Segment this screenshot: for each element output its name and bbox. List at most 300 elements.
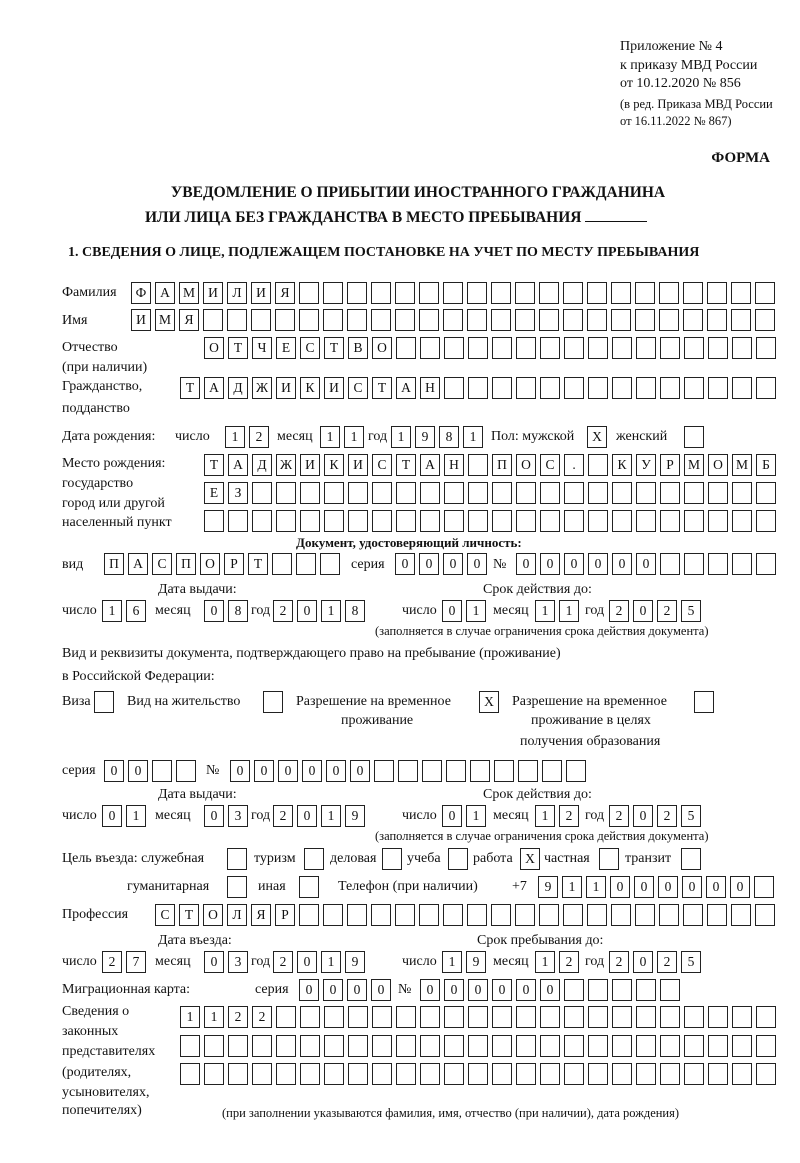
stay-issue-year-field[interactable] [273, 805, 365, 827]
char-box[interactable]: 1 [559, 600, 579, 622]
char-box[interactable] [588, 1006, 608, 1028]
char-box[interactable] [707, 282, 727, 304]
char-box[interactable] [612, 979, 632, 1001]
char-box[interactable] [684, 1035, 704, 1057]
char-box[interactable] [444, 482, 464, 504]
char-box[interactable] [611, 309, 631, 331]
char-box[interactable] [396, 1006, 416, 1028]
char-box[interactable] [419, 282, 439, 304]
char-box[interactable] [251, 309, 271, 331]
char-box[interactable] [444, 1063, 464, 1085]
char-box[interactable] [467, 282, 487, 304]
char-box[interactable]: И [203, 282, 223, 304]
char-box[interactable] [611, 904, 631, 926]
checkbox-cell[interactable] [227, 876, 247, 898]
char-box[interactable]: 0 [297, 600, 317, 622]
char-box[interactable]: У [636, 454, 656, 476]
char-box[interactable]: 0 [633, 951, 653, 973]
char-box[interactable] [540, 377, 560, 399]
char-box[interactable] [347, 904, 367, 926]
birth-year-field[interactable] [391, 426, 483, 448]
char-box[interactable] [420, 510, 440, 532]
char-box[interactable]: 1 [463, 426, 483, 448]
char-box[interactable] [228, 510, 248, 532]
char-box[interactable]: Л [227, 282, 247, 304]
char-box[interactable] [564, 1063, 584, 1085]
id-issue-month-field[interactable] [204, 600, 248, 622]
char-box[interactable] [420, 1035, 440, 1057]
char-box[interactable] [754, 876, 774, 898]
purpose-official-checkbox[interactable] [227, 848, 247, 870]
char-box[interactable]: 0 [516, 553, 536, 575]
id-valid-year-field[interactable] [609, 600, 701, 622]
edu-permit-checkbox[interactable] [694, 691, 714, 713]
char-box[interactable] [635, 904, 655, 926]
char-box[interactable] [300, 1035, 320, 1057]
char-box[interactable]: Ж [252, 377, 272, 399]
purpose-tourism-checkbox[interactable] [304, 848, 324, 870]
char-box[interactable] [252, 482, 272, 504]
char-box[interactable] [564, 377, 584, 399]
char-box[interactable] [395, 309, 415, 331]
birthplace-field-line3[interactable] [204, 510, 776, 532]
id-number-field[interactable] [516, 553, 776, 575]
char-box[interactable]: 2 [273, 951, 293, 973]
char-box[interactable] [443, 309, 463, 331]
char-box[interactable] [396, 482, 416, 504]
char-box[interactable]: 0 [204, 805, 224, 827]
char-box[interactable]: 1 [321, 805, 341, 827]
char-box[interactable]: 6 [126, 600, 146, 622]
char-box[interactable]: 2 [657, 805, 677, 827]
char-box[interactable]: 2 [559, 951, 579, 973]
char-box[interactable] [444, 1035, 464, 1057]
char-box[interactable]: 0 [633, 600, 653, 622]
char-box[interactable]: 1 [391, 426, 411, 448]
char-box[interactable]: 0 [419, 553, 439, 575]
char-box[interactable] [564, 482, 584, 504]
char-box[interactable] [276, 1035, 296, 1057]
char-box[interactable] [660, 337, 680, 359]
char-box[interactable]: 0 [442, 805, 462, 827]
char-box[interactable] [516, 337, 536, 359]
char-box[interactable]: И [251, 282, 271, 304]
char-box[interactable] [516, 377, 536, 399]
reps-field-line1[interactable] [180, 1006, 776, 1028]
char-box[interactable]: А [420, 454, 440, 476]
char-box[interactable]: 0 [297, 951, 317, 973]
char-box[interactable] [516, 510, 536, 532]
char-box[interactable]: И [300, 454, 320, 476]
char-box[interactable] [204, 1063, 224, 1085]
char-box[interactable]: К [324, 454, 344, 476]
char-box[interactable]: Т [396, 454, 416, 476]
char-box[interactable]: 1 [321, 600, 341, 622]
char-box[interactable]: И [131, 309, 151, 331]
char-box[interactable] [612, 482, 632, 504]
checkbox-cell[interactable] [263, 691, 283, 713]
char-box[interactable]: 0 [658, 876, 678, 898]
char-box[interactable]: 0 [104, 760, 124, 782]
char-box[interactable] [708, 377, 728, 399]
char-box[interactable] [731, 282, 751, 304]
char-box[interactable] [588, 482, 608, 504]
char-box[interactable] [320, 553, 340, 575]
stay-series-field[interactable] [104, 760, 196, 782]
char-box[interactable] [612, 510, 632, 532]
char-box[interactable] [636, 510, 656, 532]
char-box[interactable]: О [204, 337, 224, 359]
checkbox-cell[interactable] [684, 426, 704, 448]
char-box[interactable] [708, 553, 728, 575]
name-field[interactable] [131, 309, 775, 331]
char-box[interactable] [443, 904, 463, 926]
char-box[interactable]: О [372, 337, 392, 359]
char-box[interactable]: Д [252, 454, 272, 476]
char-box[interactable]: С [152, 553, 172, 575]
char-box[interactable]: 1 [466, 600, 486, 622]
char-box[interactable] [636, 1063, 656, 1085]
char-box[interactable]: Ч [252, 337, 272, 359]
char-box[interactable] [542, 760, 562, 782]
char-box[interactable] [468, 1063, 488, 1085]
char-box[interactable]: 0 [492, 979, 512, 1001]
char-box[interactable] [492, 337, 512, 359]
char-box[interactable]: Ж [276, 454, 296, 476]
char-box[interactable]: Л [227, 904, 247, 926]
char-box[interactable] [420, 337, 440, 359]
char-box[interactable]: П [104, 553, 124, 575]
char-box[interactable]: К [300, 377, 320, 399]
char-box[interactable]: 3 [228, 805, 248, 827]
char-box[interactable] [467, 904, 487, 926]
char-box[interactable]: А [204, 377, 224, 399]
char-box[interactable]: 2 [609, 600, 629, 622]
char-box[interactable] [227, 309, 247, 331]
char-box[interactable]: В [348, 337, 368, 359]
male-checkbox[interactable] [587, 426, 607, 448]
char-box[interactable] [396, 1063, 416, 1085]
char-box[interactable] [660, 1006, 680, 1028]
char-box[interactable] [563, 282, 583, 304]
char-box[interactable]: Т [248, 553, 268, 575]
char-box[interactable] [684, 1006, 704, 1028]
char-box[interactable] [515, 904, 535, 926]
char-box[interactable]: 2 [228, 1006, 248, 1028]
char-box[interactable] [564, 510, 584, 532]
char-box[interactable] [180, 1035, 200, 1057]
char-box[interactable]: 0 [297, 805, 317, 827]
char-box[interactable] [323, 309, 343, 331]
entry-day-field[interactable] [102, 951, 146, 973]
char-box[interactable] [518, 760, 538, 782]
char-box[interactable] [588, 979, 608, 1001]
char-box[interactable] [588, 510, 608, 532]
char-box[interactable]: 0 [128, 760, 148, 782]
char-box[interactable]: А [396, 377, 416, 399]
char-box[interactable] [540, 510, 560, 532]
char-box[interactable] [588, 377, 608, 399]
char-box[interactable] [636, 979, 656, 1001]
char-box[interactable]: М [179, 282, 199, 304]
checkbox-cell[interactable] [382, 848, 402, 870]
char-box[interactable] [494, 760, 514, 782]
checkbox-cell[interactable]: X [520, 848, 540, 870]
char-box[interactable]: 9 [538, 876, 558, 898]
char-box[interactable]: 5 [681, 600, 701, 622]
char-box[interactable] [755, 904, 775, 926]
char-box[interactable] [419, 904, 439, 926]
purpose-other-checkbox[interactable] [299, 876, 319, 898]
char-box[interactable] [540, 1035, 560, 1057]
char-box[interactable]: С [372, 454, 392, 476]
char-box[interactable]: 2 [609, 951, 629, 973]
entry-month-field[interactable] [204, 951, 248, 973]
char-box[interactable] [252, 1035, 272, 1057]
char-box[interactable]: О [203, 904, 223, 926]
reps-field-line3[interactable] [180, 1063, 776, 1085]
char-box[interactable] [684, 553, 704, 575]
char-box[interactable] [756, 1063, 776, 1085]
char-box[interactable] [732, 1006, 752, 1028]
char-box[interactable] [203, 309, 223, 331]
char-box[interactable] [252, 1063, 272, 1085]
char-box[interactable]: Т [372, 377, 392, 399]
char-box[interactable] [756, 553, 776, 575]
char-box[interactable]: Д [228, 377, 248, 399]
char-box[interactable] [636, 337, 656, 359]
char-box[interactable]: О [516, 454, 536, 476]
char-box[interactable] [296, 553, 316, 575]
char-box[interactable] [659, 282, 679, 304]
checkbox-cell[interactable] [299, 876, 319, 898]
char-box[interactable] [468, 482, 488, 504]
checkbox-cell[interactable]: X [479, 691, 499, 713]
char-box[interactable] [636, 377, 656, 399]
char-box[interactable]: 0 [516, 979, 536, 1001]
char-box[interactable] [707, 904, 727, 926]
char-box[interactable] [708, 1006, 728, 1028]
char-box[interactable]: 2 [252, 1006, 272, 1028]
char-box[interactable] [468, 510, 488, 532]
char-box[interactable] [683, 904, 703, 926]
char-box[interactable] [395, 282, 415, 304]
char-box[interactable]: Т [180, 377, 200, 399]
char-box[interactable] [300, 1006, 320, 1028]
char-box[interactable]: 2 [609, 805, 629, 827]
char-box[interactable]: 0 [706, 876, 726, 898]
char-box[interactable] [348, 1006, 368, 1028]
char-box[interactable]: 5 [681, 805, 701, 827]
char-box[interactable] [396, 337, 416, 359]
char-box[interactable] [684, 482, 704, 504]
char-box[interactable] [443, 282, 463, 304]
char-box[interactable] [588, 454, 608, 476]
char-box[interactable]: 9 [415, 426, 435, 448]
char-box[interactable] [152, 760, 172, 782]
char-box[interactable] [491, 282, 511, 304]
char-box[interactable] [252, 510, 272, 532]
char-box[interactable]: 0 [564, 553, 584, 575]
char-box[interactable]: 0 [540, 979, 560, 1001]
char-box[interactable] [515, 282, 535, 304]
char-box[interactable] [588, 337, 608, 359]
char-box[interactable]: 0 [420, 979, 440, 1001]
char-box[interactable] [660, 510, 680, 532]
char-box[interactable]: 1 [102, 600, 122, 622]
char-box[interactable] [419, 309, 439, 331]
char-box[interactable] [660, 1035, 680, 1057]
char-box[interactable] [446, 760, 466, 782]
char-box[interactable] [324, 482, 344, 504]
stay-until-month-field[interactable] [535, 951, 579, 973]
char-box[interactable]: Е [204, 482, 224, 504]
char-box[interactable] [540, 482, 560, 504]
char-box[interactable] [398, 760, 418, 782]
char-box[interactable]: 1 [344, 426, 364, 448]
stay-until-day-field[interactable] [442, 951, 486, 973]
char-box[interactable]: О [708, 454, 728, 476]
residence-permit-checkbox[interactable] [263, 691, 283, 713]
char-box[interactable] [707, 309, 727, 331]
char-box[interactable] [468, 337, 488, 359]
char-box[interactable] [732, 337, 752, 359]
char-box[interactable] [732, 553, 752, 575]
char-box[interactable] [732, 510, 752, 532]
char-box[interactable] [612, 1035, 632, 1057]
char-box[interactable] [708, 337, 728, 359]
mc-series-field[interactable] [299, 979, 391, 1001]
visa-checkbox[interactable] [94, 691, 114, 713]
char-box[interactable]: С [300, 337, 320, 359]
purpose-private-checkbox[interactable] [599, 848, 619, 870]
checkbox-cell[interactable] [227, 848, 247, 870]
char-box[interactable] [755, 309, 775, 331]
char-box[interactable] [420, 482, 440, 504]
char-box[interactable] [444, 510, 464, 532]
char-box[interactable] [755, 282, 775, 304]
id-valid-month-field[interactable] [535, 600, 579, 622]
checkbox-cell[interactable] [681, 848, 701, 870]
char-box[interactable] [444, 337, 464, 359]
char-box[interactable]: 0 [254, 760, 274, 782]
char-box[interactable]: И [348, 454, 368, 476]
char-box[interactable]: Я [275, 282, 295, 304]
char-box[interactable] [444, 1006, 464, 1028]
char-box[interactable]: 2 [249, 426, 269, 448]
char-box[interactable] [372, 482, 392, 504]
citizenship-field[interactable] [180, 377, 776, 399]
char-box[interactable]: 0 [468, 979, 488, 1001]
phone-field[interactable] [538, 876, 774, 898]
char-box[interactable] [276, 482, 296, 504]
char-box[interactable]: 0 [633, 805, 653, 827]
char-box[interactable]: 0 [612, 553, 632, 575]
char-box[interactable]: А [128, 553, 148, 575]
char-box[interactable] [756, 1035, 776, 1057]
char-box[interactable] [708, 482, 728, 504]
char-box[interactable] [708, 510, 728, 532]
char-box[interactable] [468, 454, 488, 476]
char-box[interactable] [272, 553, 292, 575]
stay-valid-month-field[interactable] [535, 805, 579, 827]
char-box[interactable] [636, 1035, 656, 1057]
char-box[interactable]: З [228, 482, 248, 504]
char-box[interactable]: Т [179, 904, 199, 926]
char-box[interactable]: 2 [273, 600, 293, 622]
char-box[interactable]: К [612, 454, 632, 476]
char-box[interactable] [467, 309, 487, 331]
char-box[interactable] [372, 1063, 392, 1085]
char-box[interactable] [348, 510, 368, 532]
char-box[interactable]: П [176, 553, 196, 575]
char-box[interactable]: 0 [588, 553, 608, 575]
char-box[interactable]: 1 [126, 805, 146, 827]
char-box[interactable]: Я [251, 904, 271, 926]
char-box[interactable] [371, 904, 391, 926]
char-box[interactable] [660, 553, 680, 575]
char-box[interactable] [587, 309, 607, 331]
purpose-study-checkbox[interactable] [448, 848, 468, 870]
char-box[interactable] [756, 377, 776, 399]
char-box[interactable] [732, 377, 752, 399]
purpose-humanitarian-checkbox[interactable] [227, 876, 247, 898]
birth-month-field[interactable] [320, 426, 364, 448]
char-box[interactable]: М [684, 454, 704, 476]
char-box[interactable] [588, 1063, 608, 1085]
char-box[interactable] [660, 377, 680, 399]
char-box[interactable] [731, 904, 751, 926]
char-box[interactable] [324, 1063, 344, 1085]
purpose-business-checkbox[interactable] [382, 848, 402, 870]
char-box[interactable] [756, 482, 776, 504]
char-box[interactable] [204, 1035, 224, 1057]
char-box[interactable] [539, 282, 559, 304]
char-box[interactable] [396, 1035, 416, 1057]
char-box[interactable]: Б [756, 454, 776, 476]
char-box[interactable]: 0 [299, 979, 319, 1001]
char-box[interactable] [683, 309, 703, 331]
char-box[interactable]: И [324, 377, 344, 399]
char-box[interactable] [539, 904, 559, 926]
char-box[interactable]: Е [276, 337, 296, 359]
char-box[interactable]: 1 [535, 805, 555, 827]
char-box[interactable]: 1 [466, 805, 486, 827]
char-box[interactable] [347, 282, 367, 304]
char-box[interactable]: 0 [102, 805, 122, 827]
char-box[interactable] [372, 1006, 392, 1028]
char-box[interactable]: С [540, 454, 560, 476]
char-box[interactable] [660, 1063, 680, 1085]
char-box[interactable] [684, 377, 704, 399]
char-box[interactable]: 0 [323, 979, 343, 1001]
char-box[interactable]: 0 [634, 876, 654, 898]
char-box[interactable] [683, 282, 703, 304]
char-box[interactable]: 1 [586, 876, 606, 898]
char-box[interactable] [323, 904, 343, 926]
char-box[interactable]: 0 [278, 760, 298, 782]
char-box[interactable] [491, 904, 511, 926]
char-box[interactable]: 0 [636, 553, 656, 575]
char-box[interactable] [204, 510, 224, 532]
char-box[interactable] [732, 482, 752, 504]
char-box[interactable] [756, 1006, 776, 1028]
entry-year-field[interactable] [273, 951, 365, 973]
stay-issue-month-field[interactable] [204, 805, 248, 827]
char-box[interactable] [422, 760, 442, 782]
char-box[interactable]: 1 [180, 1006, 200, 1028]
char-box[interactable] [420, 1063, 440, 1085]
